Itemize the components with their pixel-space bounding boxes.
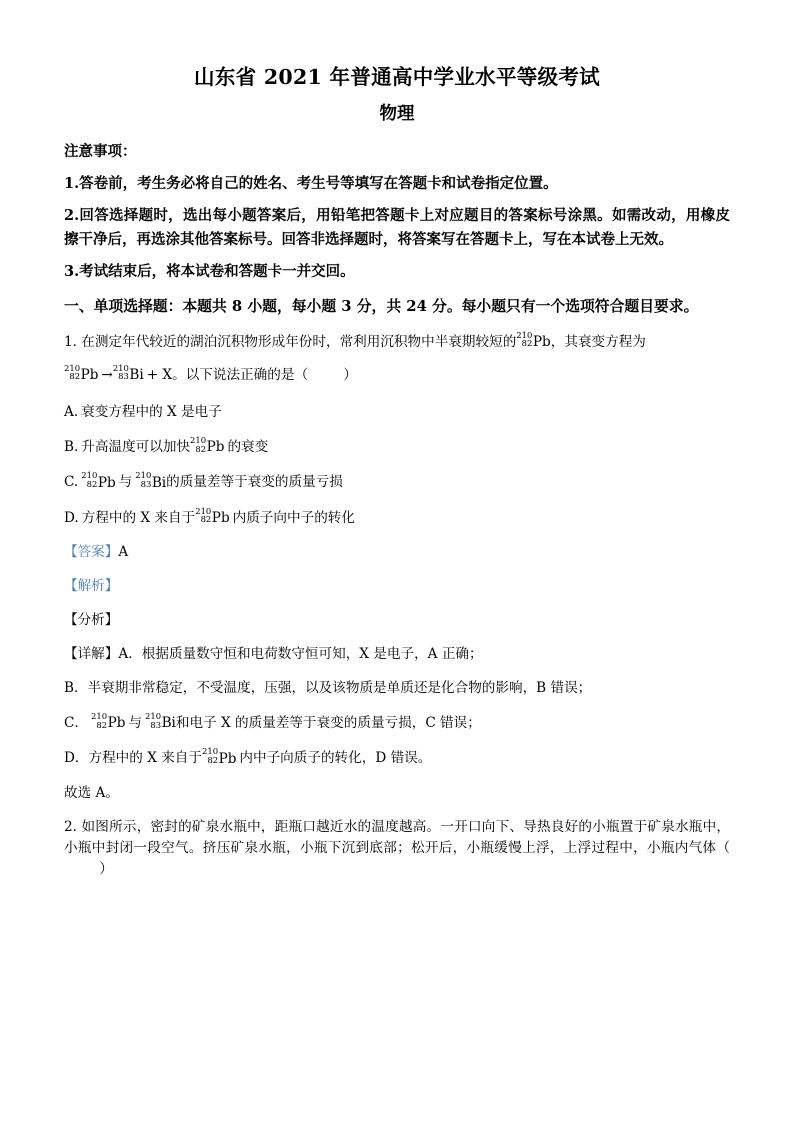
mass-number: 210 bbox=[135, 470, 152, 481]
nuclide-indices bbox=[202, 747, 218, 764]
element-symbol: Pb bbox=[107, 715, 126, 732]
option-b-post: 的衰变 bbox=[227, 439, 269, 456]
question-1-stem-suffix: ，其衰变方程为 bbox=[550, 333, 646, 350]
option-c-post: 的质量差等于衰变的质量亏损 bbox=[166, 474, 343, 491]
nuclide-pb210-option-c bbox=[81, 471, 115, 493]
nuclide-indices bbox=[64, 364, 80, 381]
section-heading-single-choice: 一、单项选择题：本题共 8 小题，每小题 3 分，共 24 分。每小题只有一个选项符合题目要求。 bbox=[64, 297, 699, 315]
question-1-detail-d bbox=[64, 747, 730, 769]
mass-number: 210 bbox=[516, 329, 533, 340]
detail-c-label: C． bbox=[64, 715, 88, 732]
question-1-detail-c bbox=[64, 712, 730, 734]
question-1-stem bbox=[64, 331, 730, 353]
mass-number: 210 bbox=[190, 435, 207, 446]
element-symbol: Bi bbox=[129, 367, 144, 384]
notice-heading: 注意事项： bbox=[64, 143, 137, 160]
nuclide-indices bbox=[113, 364, 129, 381]
mass-number: 210 bbox=[112, 362, 129, 373]
nuclide-bi210-option-c bbox=[135, 471, 166, 493]
question-1-option-c[interactable] bbox=[64, 471, 730, 493]
atomic-number: 82 bbox=[521, 338, 533, 349]
option-d-post: 内质子向中子的转化 bbox=[232, 509, 355, 526]
detail-c-post: 和电子 X 的质量差等于衰变的质量亏损，C 错误； bbox=[175, 715, 481, 732]
subject-title: 物理 bbox=[379, 103, 415, 124]
answer-value: A bbox=[118, 543, 129, 560]
nuclide-pb210-stem bbox=[516, 331, 550, 353]
element-symbol: Pb bbox=[218, 750, 237, 767]
mass-number: 210 bbox=[81, 470, 98, 481]
question-2-text: 2. 如图所示，密封的矿泉水瓶中，距瓶口越近水的温度越高。一开口向下、导热良好的小瓶置于矿泉水瓶中，小瓶中封闭一段空气。挤压矿泉水瓶，小瓶下沉到底部；松开后，小瓶缓慢上浮，上浮过程中，小瓶内气体（ bbox=[64, 818, 730, 856]
question-1-detail-b bbox=[64, 678, 730, 699]
element-symbol: Pb bbox=[532, 333, 551, 350]
question-1-analysis-sub-label bbox=[64, 610, 730, 631]
nuclide-pb210-detail-d bbox=[202, 747, 236, 769]
option-b-label: B. bbox=[64, 439, 79, 456]
equation-tail: 。以下说法正确的是（ bbox=[172, 367, 309, 384]
question-1-conclusion: 故选 A。 bbox=[64, 784, 119, 801]
question-1-detail-a bbox=[64, 644, 730, 665]
nuclide-indices bbox=[91, 712, 107, 729]
question-2-close: ） bbox=[99, 860, 113, 877]
notice-item-3: 3.考试结束后，将本试卷和答题卡一并交回。 bbox=[64, 263, 355, 281]
question-1-stem-prefix: 1. 在测定年代较近的湖泊沉积物形成年份时，常利用沉积物中半衰期较短的 bbox=[64, 333, 517, 350]
option-b-pre: 升高温度可以加快 bbox=[81, 439, 191, 456]
mass-number: 210 bbox=[201, 746, 219, 757]
detail-b-text: B．半衰期非常稳定，不受温度，压强，以及该物质是单质还是化合物的影响，B 错误； bbox=[64, 680, 592, 697]
page-content bbox=[64, 62, 730, 893]
reaction-arrow: → bbox=[101, 367, 113, 384]
detail-d-post: 内中子向质子的转化，D 错误。 bbox=[239, 750, 432, 767]
option-a-label: A. bbox=[64, 404, 79, 421]
notice-item-1: 1.答卷前，考生务必将自己的姓名、考生号等填写在答题卡和试卷指定位置。 bbox=[64, 174, 558, 192]
answer-label: 【答案】 bbox=[64, 543, 119, 560]
mass-number: 210 bbox=[64, 362, 81, 373]
equation-plus-x: + X bbox=[146, 367, 173, 384]
mass-number: 210 bbox=[195, 505, 212, 516]
atomic-number: 82 bbox=[200, 514, 212, 525]
option-c-mid: 与 bbox=[118, 474, 133, 491]
mass-number: 210 bbox=[144, 711, 162, 722]
detail-label: 【详解】 bbox=[64, 646, 119, 663]
question-1-answer bbox=[64, 542, 730, 563]
atomic-number: 82 bbox=[69, 371, 81, 382]
mass-number: 210 bbox=[90, 711, 108, 722]
notice-item-2: 2.回答选择题时，选出每小题答案后，用铅笔把答题卡上对应题目的答案标号涂黑。如需改动，用橡皮擦干净后，再选涂其他答案标号。回答非选择题时，将答案写在答题卡上，写在本试卷上无效。 bbox=[64, 207, 730, 248]
option-c-label: C. bbox=[64, 474, 79, 491]
atomic-number: 83 bbox=[150, 719, 162, 730]
atomic-number: 82 bbox=[86, 479, 98, 490]
nuclide-pb210-option-d bbox=[195, 507, 229, 529]
option-d-label: D. bbox=[64, 509, 79, 526]
element-symbol: Bi bbox=[161, 715, 176, 732]
nuclide-bi210-detail-c bbox=[145, 712, 176, 734]
nuclide-pb210-detail-c bbox=[91, 712, 125, 734]
element-symbol: Pb bbox=[206, 439, 225, 456]
nuclide-indices bbox=[190, 436, 206, 453]
nuclide-pb210-eq-left bbox=[64, 364, 98, 386]
atomic-number: 82 bbox=[207, 755, 219, 766]
element-symbol: Pb bbox=[80, 367, 99, 384]
detail-d-label: D． bbox=[64, 750, 89, 767]
question-1-equation bbox=[64, 364, 730, 386]
question-1-option-a[interactable] bbox=[64, 402, 730, 423]
atomic-number: 82 bbox=[195, 443, 207, 454]
nuclide-pb210-option-b bbox=[190, 436, 224, 458]
question-1-option-b[interactable] bbox=[64, 436, 730, 458]
analysis-sub-label: 【分析】 bbox=[64, 612, 119, 629]
nuclide-indices bbox=[145, 712, 161, 729]
detail-a-text: A．根据质量数守恒和电荷数守恒可知，X 是电子，A 正确； bbox=[118, 646, 483, 663]
page-title: 山东省 2021 年普通高中学业水平等级考试 bbox=[194, 65, 600, 89]
question-2-stem bbox=[64, 817, 730, 880]
detail-c-mid: 与 bbox=[128, 715, 142, 732]
atomic-number: 82 bbox=[96, 719, 108, 730]
option-d-pre: 方程中的 X 来自于 bbox=[81, 509, 196, 526]
element-symbol: Pb bbox=[211, 509, 230, 526]
nuclide-bi210-eq-right bbox=[113, 364, 144, 386]
atomic-number: 83 bbox=[118, 371, 129, 382]
question-1-option-d[interactable] bbox=[64, 507, 730, 529]
element-symbol: Bi bbox=[151, 474, 167, 491]
nuclide-indices bbox=[135, 471, 151, 488]
analysis-label: 【解析】 bbox=[64, 577, 119, 594]
element-symbol: Pb bbox=[97, 474, 116, 491]
question-1-analysis-label bbox=[64, 576, 730, 597]
nuclide-indices bbox=[516, 331, 532, 348]
equation-tail-close: ） bbox=[343, 367, 357, 384]
option-a-text: 衰变方程中的 X 是电子 bbox=[81, 404, 222, 421]
nuclide-indices bbox=[81, 471, 97, 488]
detail-d-pre: 方程中的 X 来自于 bbox=[88, 750, 202, 767]
atomic-number: 83 bbox=[140, 479, 152, 490]
nuclide-indices bbox=[195, 507, 211, 524]
